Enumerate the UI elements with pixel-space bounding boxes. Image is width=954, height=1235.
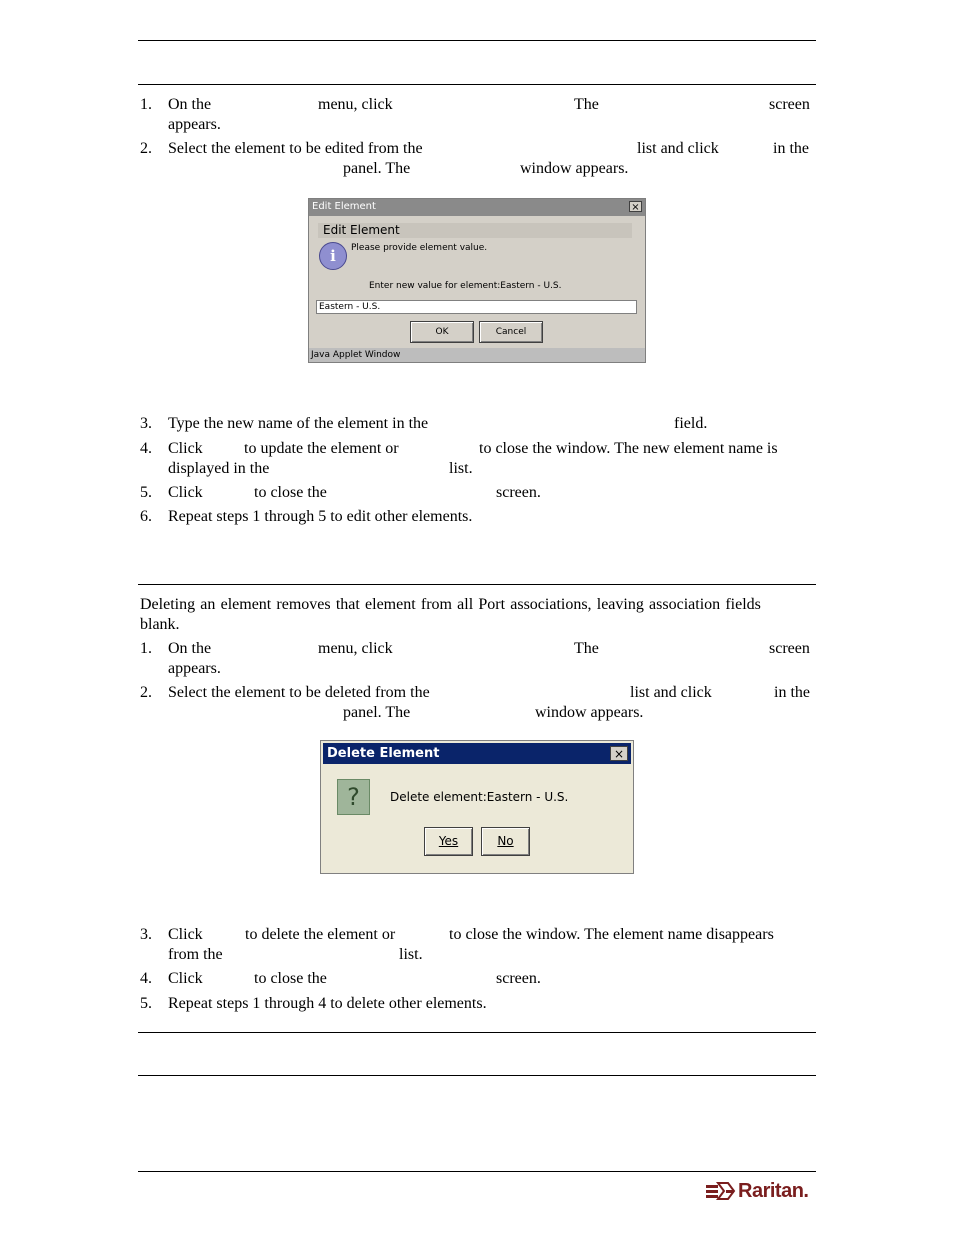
dialog-title: Delete Element [327,746,440,761]
info-icon: i [319,242,347,270]
step-text: in the [773,140,809,157]
step-text: field. [674,415,708,432]
step-text: The [574,640,599,657]
step-text: to delete the element or [245,926,396,943]
yes-button[interactable]: Yes [424,827,473,856]
edit-element-dialog [308,198,646,363]
dialog-heading-label: Edit Element [323,223,400,237]
step-text: screen [769,96,810,113]
logo-mark-icon [706,1179,736,1203]
dialog-message: Please provide element value. [351,243,488,253]
section-rule [138,1032,816,1033]
step-number: 3. [140,926,152,943]
step-text: Click [168,484,203,501]
question-icon: ? [337,779,370,815]
dialog-title-bar [309,199,645,216]
intro-text: Deleting an element removes that element from all Port associations, leaving association fields [140,596,761,613]
step-number: 3. [140,415,152,432]
dialog-title: Edit Element [312,201,376,212]
step-text: Select the element to be deleted from the [168,684,430,701]
step-text: Repeat steps 1 through 5 to edit other elements. [168,508,473,525]
step-text: window appears. [535,704,644,721]
step-text: menu, click [318,640,393,657]
step-number: 1. [140,640,152,657]
element-value-input[interactable]: Eastern - U.S. [316,300,637,314]
section-rule [138,84,816,85]
logo-wordmark: Raritan. [738,1180,809,1202]
step-text: panel. The [343,160,411,177]
step-text: in the [774,684,810,701]
step-number: 5. [140,484,152,501]
page-header-rule [138,40,816,41]
delete-element-dialog [320,740,634,874]
cancel-button[interactable]: Cancel [479,321,543,343]
close-icon[interactable]: × [629,201,642,212]
step-text: list and click [630,684,712,701]
step-number: 6. [140,508,152,525]
step-text: to close the window. The element name disappears [449,926,774,943]
step-text: Click [168,440,203,457]
close-icon[interactable]: × [610,746,628,761]
step-text: window appears. [520,160,629,177]
ok-button[interactable]: OK [410,321,474,343]
step-text: from the [168,946,223,963]
step-text: Repeat steps 1 through 4 to delete other elements. [168,995,487,1012]
section-rule [138,1075,816,1076]
applet-footer [309,348,645,362]
step-text: appears. [168,116,221,133]
step-number: 4. [140,970,152,987]
step-text: appears. [168,660,221,677]
step-text: On the [168,96,212,113]
step-text: to close the [254,484,327,501]
step-text: panel. The [343,704,411,721]
step-text: screen. [496,970,541,987]
step-text: list and click [637,140,719,157]
dialog-message: Delete element:Eastern - U.S. [390,790,569,804]
section-rule [138,584,816,585]
dialog-prompt: Enter new value for element:Eastern - U.S. [369,281,562,291]
step-text: displayed in the [168,460,270,477]
step-text: list. [449,460,473,477]
step-number: 4. [140,440,152,457]
step-text: Click [168,970,203,987]
raritan-logo [706,1179,812,1203]
step-number: 5. [140,995,152,1012]
step-text: Click [168,926,203,943]
step-text: Select the element to be edited from the [168,140,423,157]
no-button[interactable]: No [481,827,530,856]
step-text: to update the element or [244,440,399,457]
dialog-heading [318,223,632,238]
intro-text: blank. [140,616,180,633]
step-text: The [574,96,599,113]
step-text: list. [399,946,423,963]
step-text: screen [769,640,810,657]
step-number: 1. [140,96,152,113]
step-number: 2. [140,140,152,157]
step-number: 2. [140,684,152,701]
step-text: to close the window. The new element name is [479,440,778,457]
step-text: menu, click [318,96,393,113]
step-text: Type the new name of the element in the [168,415,429,432]
applet-footer-label: Java Applet Window [311,350,401,360]
step-text: On the [168,640,212,657]
step-text: screen. [496,484,541,501]
step-text: to close the [254,970,327,987]
page-footer-rule [138,1171,816,1172]
dialog-title-bar [323,743,631,764]
